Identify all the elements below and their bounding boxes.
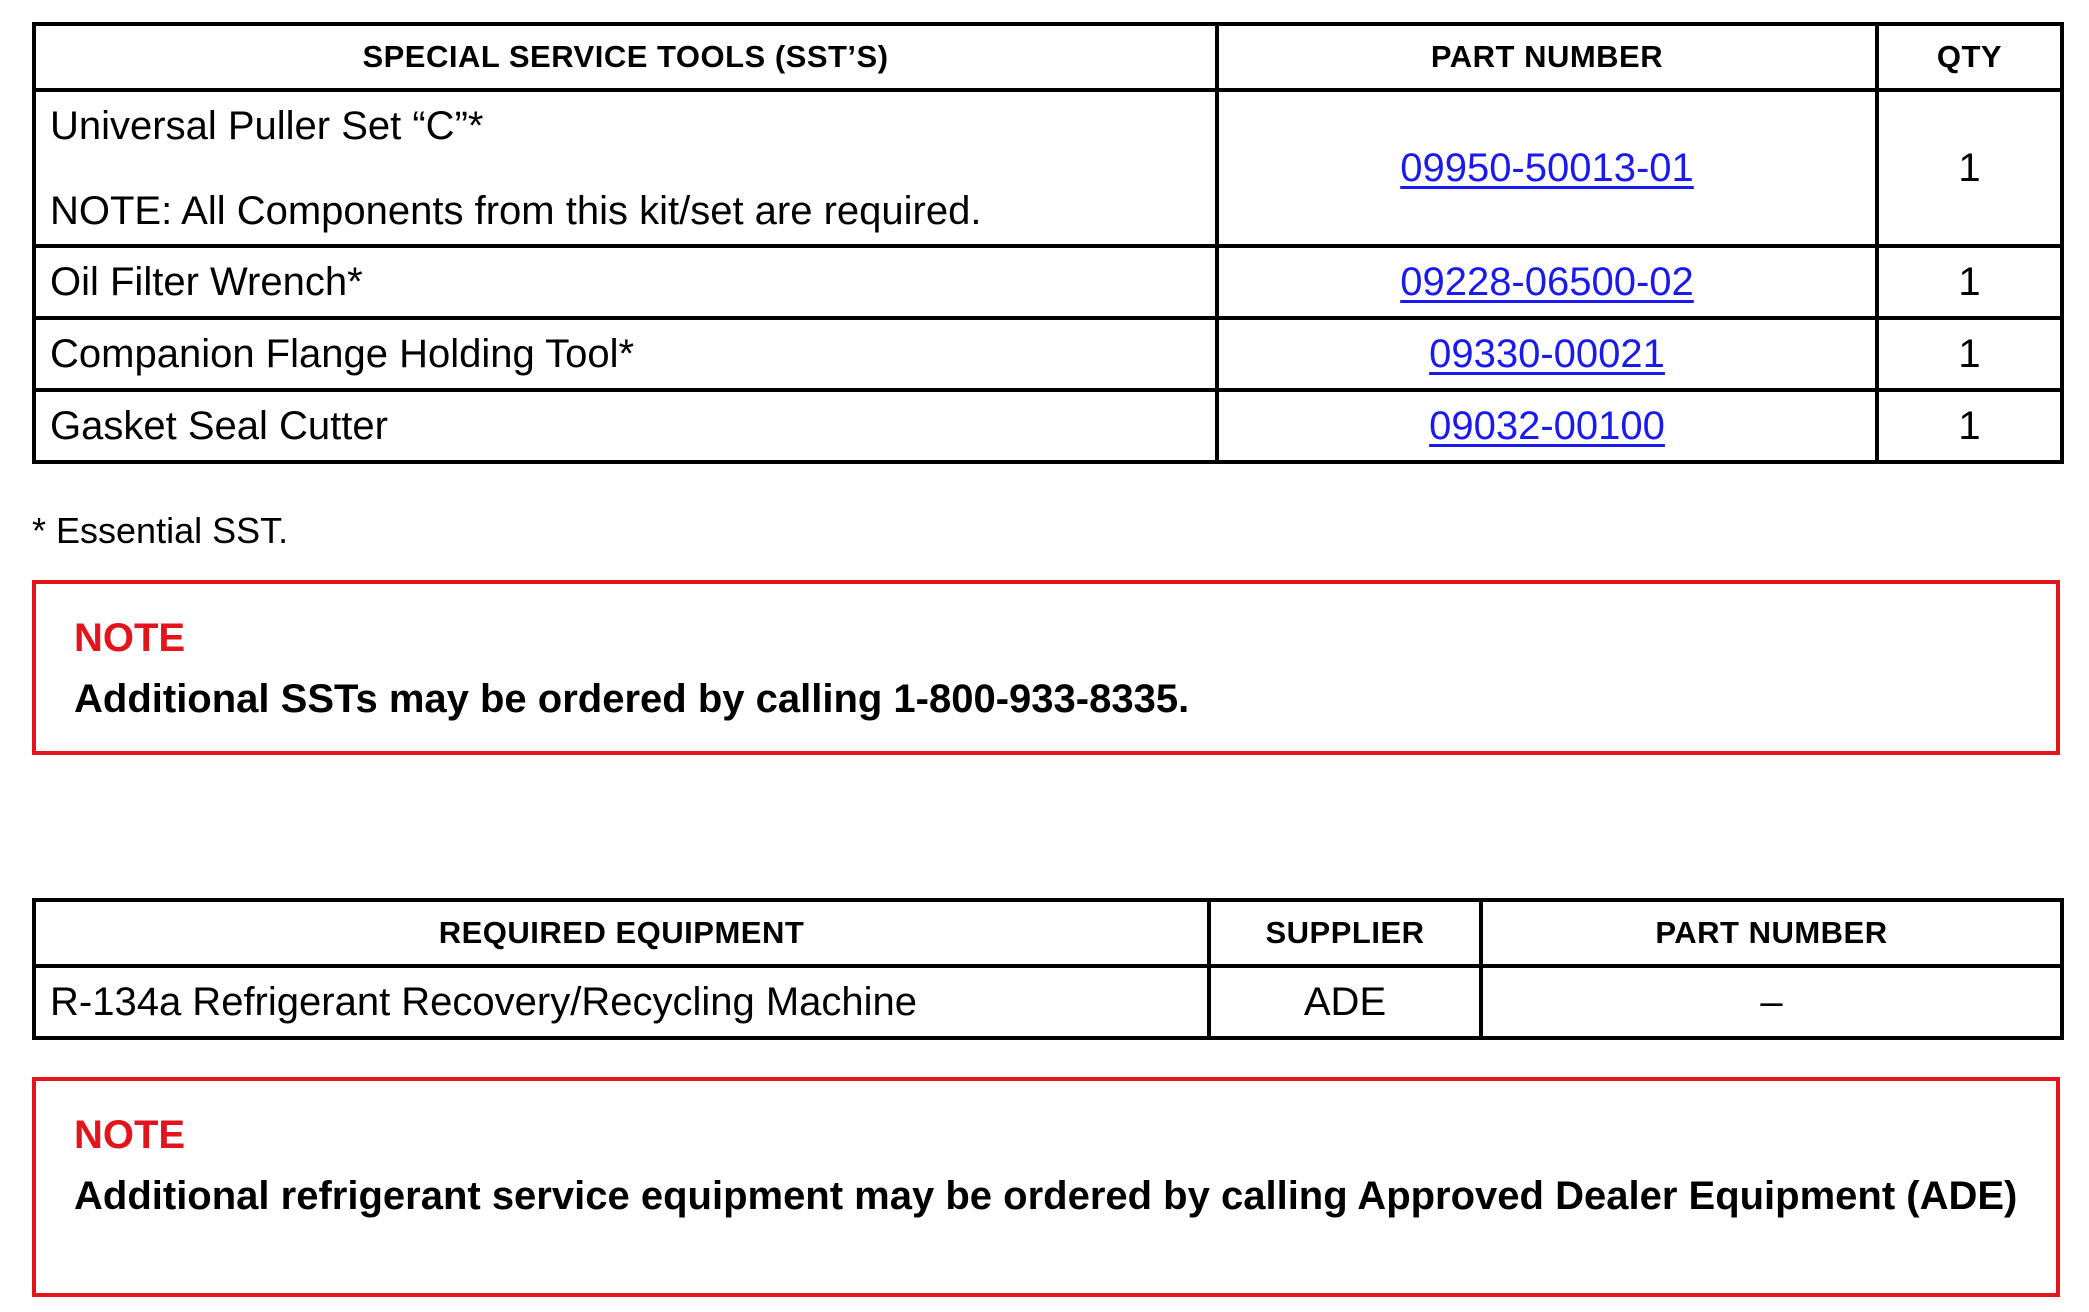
sst-header-qty: QTY — [1877, 24, 2062, 90]
sst-header-part-number: PART NUMBER — [1217, 24, 1877, 90]
part-number-link[interactable]: 09950-50013-01 — [1400, 145, 1694, 190]
table-row — [34, 246, 2062, 318]
sst-table — [32, 22, 2064, 464]
equipment-header-supplier: SUPPLIER — [1209, 900, 1481, 966]
part-number-cell — [1217, 390, 1877, 462]
equipment-part-number: – — [1481, 966, 2062, 1038]
equipment-header-name: REQUIRED EQUIPMENT — [34, 900, 1209, 966]
table-row — [34, 90, 2062, 246]
part-number-link[interactable]: 09228-06500-02 — [1400, 259, 1694, 304]
part-number-cell — [1217, 318, 1877, 390]
essential-sst-footnote: * Essential SST. — [32, 510, 289, 551]
table-row — [34, 318, 2062, 390]
equipment-header-part-number: PART NUMBER — [1481, 900, 2062, 966]
table-row — [34, 390, 2062, 462]
note-title: NOTE — [74, 1113, 186, 1157]
sst-header-tool: SPECIAL SERVICE TOOLS (SST’S) — [34, 24, 1217, 90]
note-text: Additional SSTs may be ordered by calling 1-800-933-8335. — [74, 677, 1190, 721]
tool-name: Universal Puller Set “C”* — [50, 103, 484, 148]
qty-cell: 1 — [1877, 390, 2062, 462]
note-text: Additional refrigerant service equipment may be ordered by calling Approved Dealer Equipment (ADE) — [74, 1174, 2018, 1218]
tool-name: Gasket Seal Cutter — [34, 390, 1217, 462]
note-box-sst-ordering — [32, 580, 2060, 755]
qty-cell: 1 — [1877, 246, 2062, 318]
note-title: NOTE — [74, 616, 186, 660]
note-box-equipment-ordering — [32, 1077, 2060, 1297]
part-number-cell — [1217, 90, 1877, 246]
equipment-header-row — [34, 900, 2062, 966]
tool-name-cell — [34, 90, 1217, 246]
tool-name: Oil Filter Wrench* — [34, 246, 1217, 318]
equipment-name: R-134a Refrigerant Recovery/Recycling Machine — [34, 966, 1209, 1038]
required-equipment-table — [32, 898, 2064, 1040]
equipment-supplier: ADE — [1209, 966, 1481, 1038]
sst-header-row — [34, 24, 2062, 90]
tool-name: Companion Flange Holding Tool* — [34, 318, 1217, 390]
part-number-link[interactable]: 09330-00021 — [1429, 331, 1665, 376]
qty-cell: 1 — [1877, 90, 2062, 246]
table-row — [34, 966, 2062, 1038]
tool-kit-note: NOTE: All Components from this kit/set are required. — [50, 188, 982, 233]
qty-cell: 1 — [1877, 318, 2062, 390]
part-number-cell — [1217, 246, 1877, 318]
part-number-link[interactable]: 09032-00100 — [1429, 403, 1665, 448]
